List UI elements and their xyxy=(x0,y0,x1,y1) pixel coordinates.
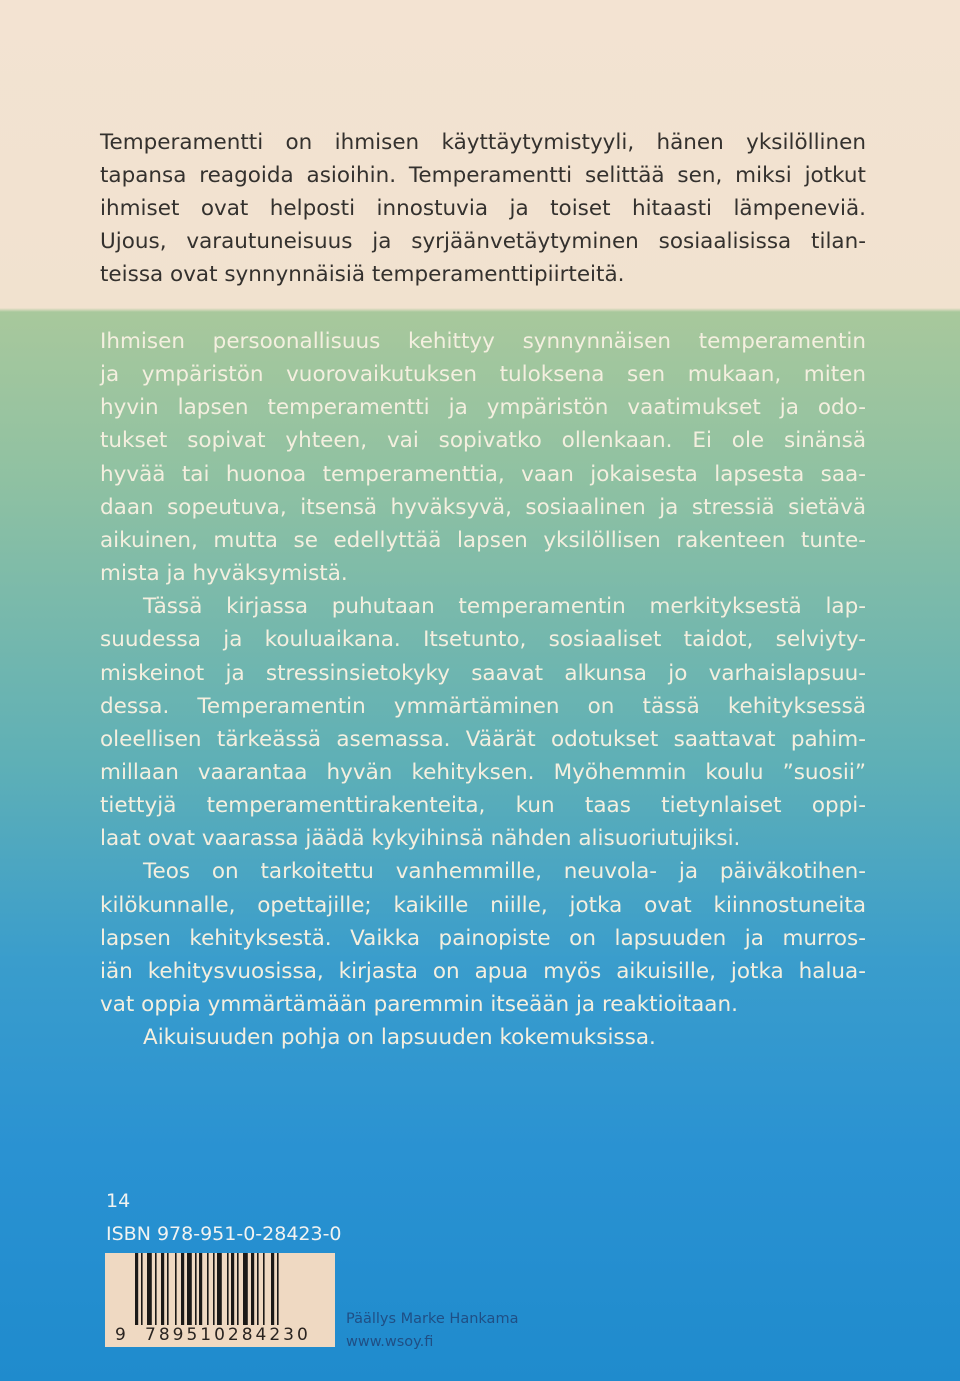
barcode-bar xyxy=(237,1253,239,1325)
text-line: Ujous, varautuneisuus ja syrjäänvetäytyminen sosiaalisissa tilan- xyxy=(100,229,866,254)
text-line: suudessa ja kouluaikana. Itsetunto, sosiaaliset taidot, selviyty- xyxy=(100,627,866,653)
text-line: ja ympäristön vuorovaikutuksen tuloksena sen mukaan, miten xyxy=(100,362,866,388)
isbn: ISBN 978-951-0-28423-0 xyxy=(106,1223,342,1245)
text-line: Ihmisen persoonallisuus kehittyy synnynnäisen temperamentin xyxy=(100,329,866,354)
text-line: oleellisen tärkeässä asemassa. Väärät odotukset saattavat pahim- xyxy=(100,726,866,752)
text-line: millaan vaarantaa hyvän kehityksen. Myöhemmin koulu ”suosii” xyxy=(100,759,866,785)
text-line: kilökunnalle, opettajille; kaikille niille, jotka ovat kiinnostuneita xyxy=(100,892,866,918)
barcode xyxy=(105,1253,335,1347)
text-line: tapansa reagoida asioihin. Temperamentti selittää sen, miksi jotkut xyxy=(100,163,866,188)
text-line: ihmiset ovat helposti innostuvia ja toiset hitaasti lämpeneviä. xyxy=(100,196,866,221)
barcode-bar xyxy=(271,1253,274,1325)
barcode-bar xyxy=(257,1253,259,1325)
text-line: dessa. Temperamentin ymmärtäminen on tässä kehityksessä xyxy=(100,693,866,719)
barcode-bar xyxy=(167,1253,169,1325)
publisher-website: www.wsoy.fi xyxy=(346,1334,434,1350)
text-line: hyvää tai huonoa temperamenttia, vaan jokaisesta lapsesta saa- xyxy=(100,461,866,487)
barcode-bar xyxy=(175,1253,177,1325)
text-line: iän kehitysvuosissa, kirjasta on apua myös aikuisille, jotka halua- xyxy=(100,958,866,984)
text-line: lapsen kehityksestä. Vaikka painopiste on lapsuuden ja murros- xyxy=(100,925,866,951)
barcode-bar xyxy=(263,1253,265,1325)
text-line: laat ovat vaarassa jäädä kykyihinsä nähden alisuoriutujiksi. xyxy=(100,826,741,852)
text-line: miskeinot ja stressinsietokyky saavat alkunsa jo varhaislapsuu- xyxy=(100,660,866,686)
barcode-bar xyxy=(147,1253,152,1325)
barcode-bar xyxy=(207,1253,209,1325)
cover-credit: Päällys Marke Hankama xyxy=(346,1311,519,1327)
text-line: Temperamentti on ihmisen käyttäytymistyyli, hänen yksilöllinen xyxy=(100,130,866,155)
text-line: Aikuisuuden pohja on lapsuuden kokemuksissa. xyxy=(143,1025,656,1051)
barcode-bar xyxy=(161,1253,164,1325)
barcode-bar xyxy=(141,1253,143,1325)
barcode-bar xyxy=(217,1253,222,1325)
text-line: tiettyjä temperamenttirakenteita, kun taas tietynlaiset oppi- xyxy=(100,793,866,819)
text-line: daan sopeutuva, itsensä hyväksyvä, sosiaalinen ja stressiä sietävä xyxy=(100,494,866,520)
barcode-bar xyxy=(135,1253,138,1325)
barcode-first-digit: 9 xyxy=(115,1325,129,1345)
text-line: hyvin lapsen temperamentti ja ympäristön vaatimukset ja odo- xyxy=(100,395,866,421)
series-number: 14 xyxy=(106,1190,131,1212)
barcode-bar xyxy=(199,1253,202,1325)
text-line: mista ja hyväksymistä. xyxy=(100,561,348,587)
barcode-bar xyxy=(251,1253,254,1325)
text-line: vat oppia ymmärtämään paremmin itseään ja reaktioitaan. xyxy=(100,992,738,1017)
text-line: tukset sopivat yhteen, vai sopivatko ollenkaan. Ei ole sinänsä xyxy=(100,428,866,454)
barcode-bar xyxy=(187,1253,192,1325)
text-line: aikuinen, mutta se edellyttää lapsen yksilöllisen rakenteen tunte- xyxy=(100,527,866,553)
barcode-bar xyxy=(227,1253,229,1325)
text-line: Teos on tarkoitettu vanhemmille, neuvola- ja päiväkotihen- xyxy=(143,859,866,885)
barcode-bar xyxy=(213,1253,215,1325)
barcode-bar xyxy=(277,1253,279,1325)
barcode-bar xyxy=(155,1253,157,1325)
text-line: teissa ovat synnynnäisiä temperamenttipiirteitä. xyxy=(100,262,625,287)
barcode-bar xyxy=(231,1253,234,1325)
barcode-bars xyxy=(135,1253,320,1325)
text-line: Tässä kirjassa puhutaan temperamentin merkityksestä lap- xyxy=(143,594,866,620)
barcode-digits: 789510284230 xyxy=(145,1325,311,1345)
barcode-bar xyxy=(243,1253,248,1325)
barcode-bar xyxy=(195,1253,197,1325)
barcode-bar xyxy=(181,1253,184,1325)
